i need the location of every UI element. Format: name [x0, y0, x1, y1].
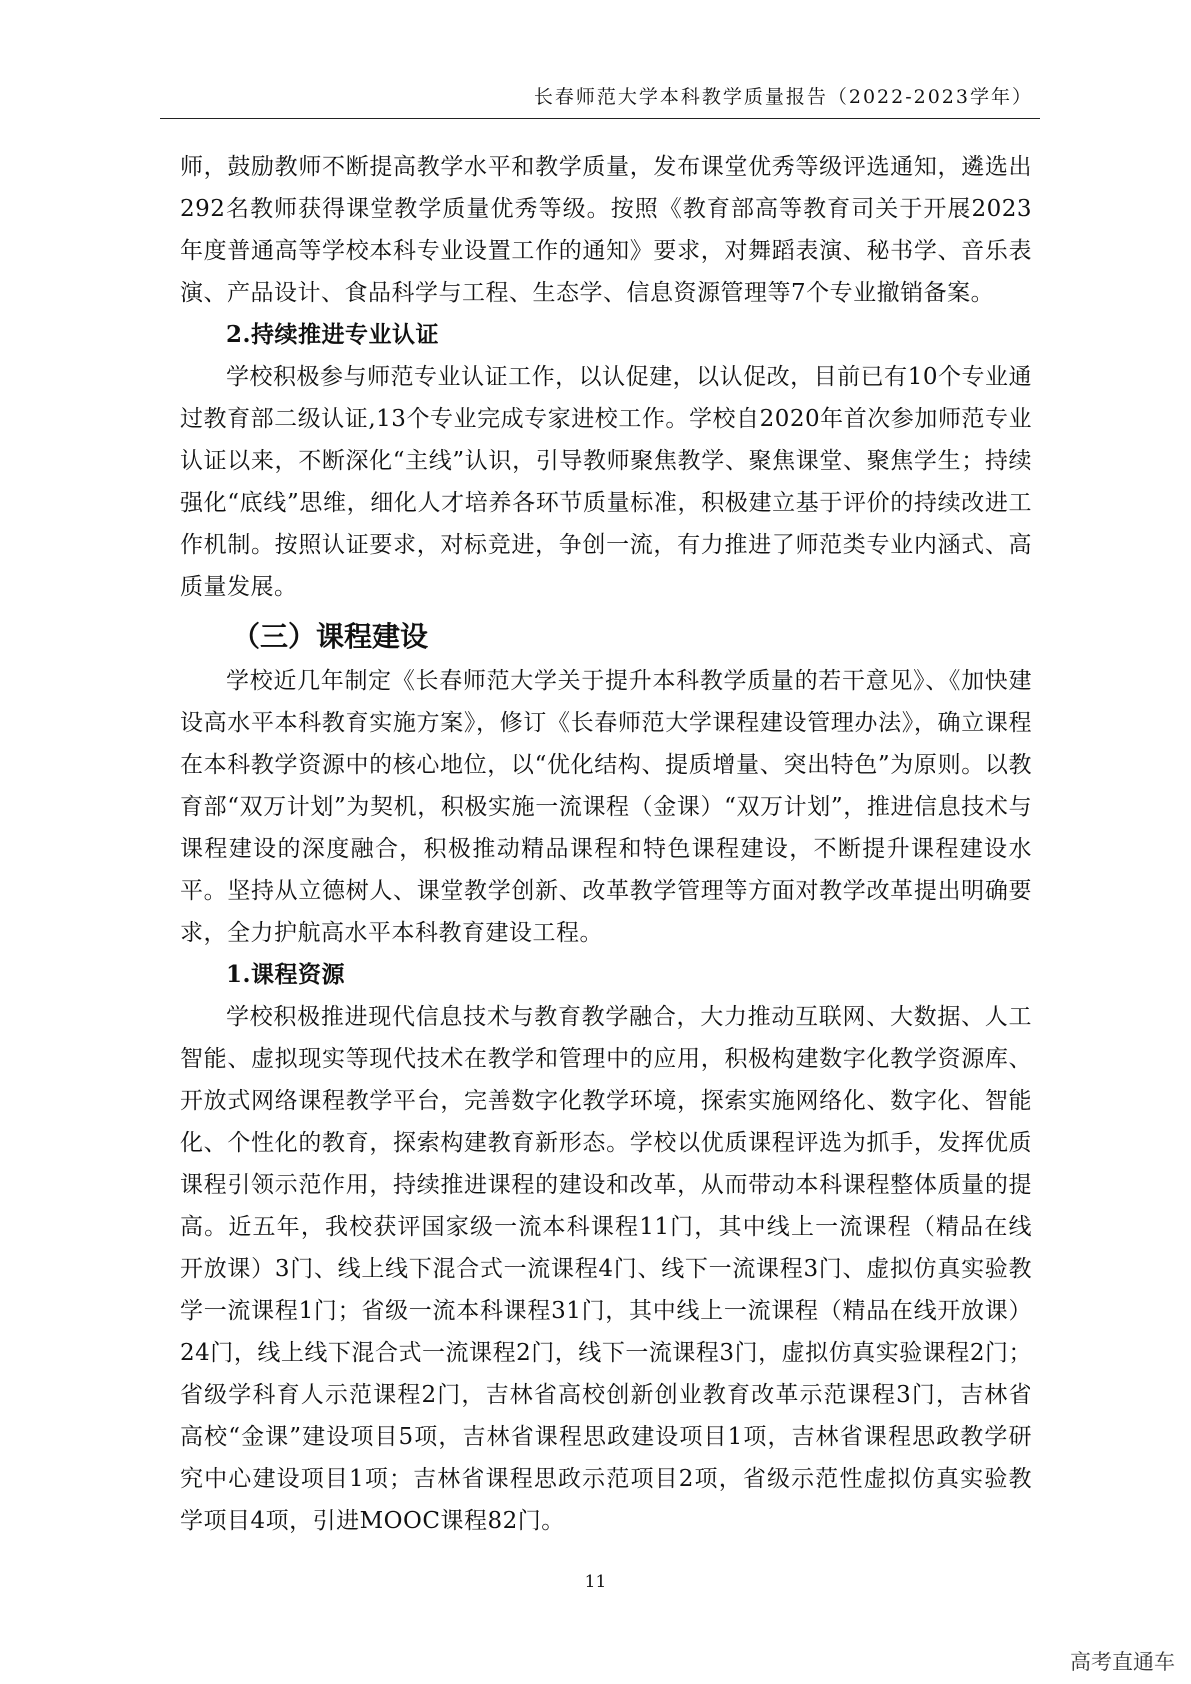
paragraph-2: 学校积极参与师范专业认证工作，以认促建，以认促改，目前已有10个专业通过教育部二级认证,13个专业完成专家进校工作。学校自2020年首次参加师范专业认证以来，不断深化“主线”认识，引导教师聚焦教学、聚焦课堂、聚焦学生；持续强化“底线”思维，细化人才培养各环节质量标准，积极建立基于评价的持续改进工作机制。按照认证要求，对标竞进，争创一流，有力推进了师范类专业内涵式、高质量发展。 [180, 364, 1032, 600]
page-body [180, 146, 1032, 1542]
watermark: 高考直通车 [1070, 1650, 1175, 1674]
paragraph-3: 学校近几年制定《长春师范大学关于提升本科教学质量的若干意见》、《加快建设高水平本科教育实施方案》，修订《长春师范大学课程建设管理办法》，确立课程在本科教学资源中的核心地位，以“优化结构、提质增量、突出特色”为原则。以教育部“双万计划”为契机，积极实施一流课程（金课）“双万计划”，推进信息技术与课程建设的深度融合，积极推动精品课程和特色课程建设，不断提升课程建设水平。坚持从立德树人、课堂教学创新、改革教学管理等方面对教学改革提出明确要求，全力护航高水平本科教育建设工程。 [180, 668, 1032, 946]
subheading-course-resources: 1.课程资源 [226, 961, 346, 988]
subheading-professional-certification: 2.持续推进专业认证 [226, 321, 440, 348]
paragraph-1: 师，鼓励教师不断提高教学水平和教学质量，发布课堂优秀等级评选通知，遴选出292名教师获得课堂教学质量优秀等级。按照《教育部高等教育司关于开展2023年度普通高等学校本科专业设置工作的通知》要求，对舞蹈表演、秘书学、音乐表演、产品设计、食品科学与工程、生态学、信息资源管理等7个专业撤销备案。 [180, 154, 1032, 306]
page-number: 11 [584, 1572, 607, 1592]
paragraph-4: 学校积极推进现代信息技术与教育教学融合，大力推动互联网、大数据、人工智能、虚拟现实等现代技术在教学和管理中的应用，积极构建数字化教学资源库、开放式网络课程教学平台，完善数字化教学环境，探索实施网络化、数字化、智能化、个性化的教育，探索构建教育新形态。学校以优质课程评选为抓手，发挥优质课程引领示范作用，持续推进课程的建设和改革，从而带动本科课程整体质量的提高。近五年，我校获评国家级一流本科课程11门，其中线上一流课程（精品在线开放课）3门、线上线下混合式一流课程4门、线下一流课程3门、虚拟仿真实验教学一流课程1门；省级一流本科课程31门，其中线上一流课程（精品在线开放课）24门，线上线下混合式一流课程2门，线下一流课程3门，虚拟仿真实验课程2门；省级学科育人示范课程2门，吉林省高校创新创业教育改革示范课程3门，吉林省高校“金课”建设项目5项，吉林省课程思政建设项目1项，吉林省课程思政教学研究中心建设项目1项；吉林省课程思政示范项目2项，省级示范性虚拟仿真实验教学项目4项，引进MOOC课程82门。 [180, 1004, 1032, 1534]
section-heading-course-construction: （三）课程建设 [232, 620, 429, 653]
running-header: 长春师范大学本科教学质量报告（2022-2023学年） [533, 86, 1033, 108]
header-rule [160, 118, 1040, 119]
